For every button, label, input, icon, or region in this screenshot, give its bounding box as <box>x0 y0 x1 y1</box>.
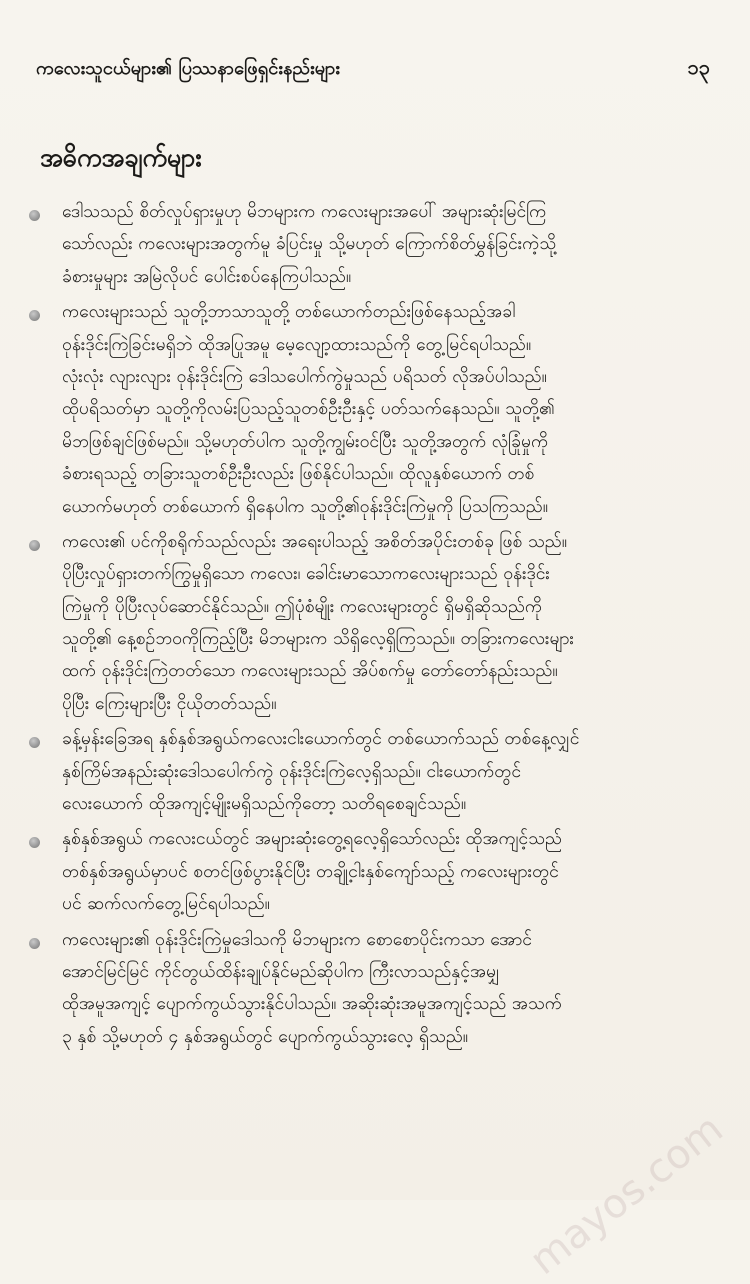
running-header <box>36 52 710 86</box>
paragraph-line: သူတို့၏ နေ့စဉ်ဘဝကိုကြည့်ပြီး မိဘများက သိရှိလေ့ရှိကြသည်။ တခြားကလေးများ <box>62 629 574 650</box>
list-item <box>24 723 714 820</box>
paragraph-line: နှစ်ကြိမ်အနည်းဆုံးဒေါသပေါက်ကွဲ ဝုန်းဒိုင်းကြဲလေ့ရှိသည်။ ငါးယောက်တွင် <box>62 761 522 782</box>
paragraph-line: ကြဲမှုကို ပိုပြီးလုပ်ဆောင်နိုင်သည်။ ဤပုံစံမျိုး ကလေးများတွင် ရှိမရှိဆိုသည်ကို <box>62 596 543 617</box>
paragraph-line: ပိုပြီးလှုပ်ရှားတက်ကြွမှုရှိသော ကလေး၊ ခေါင်းမာသောကလေးများသည် ဝုန်းဒိုင်း <box>62 564 550 585</box>
paragraph-line: ကလေးများသည် သူတို့ဘာသာသူတို့ တစ်ယောက်တည်းဖြစ်နေသည့်အခါ <box>62 302 516 323</box>
bullet-dot-icon <box>29 737 40 748</box>
paragraph-line: အောင်မြင်မြင် ကိုင်တွယ်ထိန်းချုပ်နိုင်မည်ဆိုပါက ကြီးလာသည်နှင့်အမျှ <box>62 961 500 982</box>
list-item <box>24 526 714 720</box>
paragraph-line: ကလေးများ၏ ဝုန်းဒိုင်းကြဲမှုဒေါသကို မိဘများက စောစောပိုင်းကသာ အောင် <box>62 929 533 950</box>
list-item <box>24 296 714 523</box>
paragraph-line: ပိုပြီး ကြေးများပြီး ငိုယိုတတ်သည်။ <box>62 693 277 714</box>
list-item <box>24 924 714 1054</box>
watermark: mayos.com <box>521 1105 732 1284</box>
bullet-dot-icon <box>29 540 40 551</box>
section-heading: အဓိကအချက်များ <box>40 143 202 172</box>
paragraph-line: ခန့်မှန်းခြေအရ နှစ်နှစ်အရွယ်ကလေးငါးယောက်တွင် တစ်ယောက်သည် တစ်နေ့လျှင် <box>62 729 580 750</box>
paragraph-line: လေးယောက် ထိုအကျင့်မျိုးမရှိသည်ကိုတော့ သတိရစေချင်သည်။ <box>62 794 467 815</box>
paragraph-line: တစ်နှစ်အရွယ်မှာပင် စတင်ဖြစ်ပွားနိုင်ပြီး တချို့ငါးနှစ်ကျော်သည့် ကလေးများတွင် <box>62 861 559 882</box>
key-points-list <box>24 196 714 1056</box>
running-title: ကလေးသူငယ်များ၏ ပြဿနာဖြေရှင်းနည်းများ <box>36 57 341 79</box>
paragraph-line: ခံစားမှုများ အမြဲလိုပင် ပေါင်းစပ်နေကြပါသည်။ <box>62 266 352 287</box>
paragraph-line: နှစ်နှစ်အရွယ် ကလေးငယ်တွင် အများဆုံးတွေ့ရလေ့ရှိသော်လည်း ထိုအကျင့်သည် <box>62 829 562 850</box>
paragraph-line: ခံစားရသည့် တခြားသူတစ်ဦးဦးလည်း ဖြစ်နိုင်ပါသည်။ ထိုလူနှစ်ယောက် တစ် <box>62 464 535 485</box>
paragraph-line: ထက် ဝုန်းဒိုင်းကြဲတတ်သော ကလေးများသည် အိပ်စက်မှု တော်တော်နည်းသည်။ <box>62 661 558 682</box>
paragraph-line: ဒေါသသည် စိတ်လှုပ်ရှားမှုဟု မိဘများက ကလေးများအပေါ် အများဆုံးမြင်ကြ <box>62 202 547 222</box>
page-number: ၁၃ <box>687 55 710 79</box>
paragraph-line: ဝုန်းဒိုင်းကြဲခြင်းမရှိဘဲ ထိုအပြုအမူ မေ့လျော့ထားသည်ကို တွေ့မြင်ရပါသည်။ <box>62 334 532 355</box>
bullet-dot-icon <box>29 310 40 321</box>
bullet-dot-icon <box>29 938 40 949</box>
paragraph-line: မိဘဖြစ်ချင်ဖြစ်မည်။ သို့မဟုတ်ပါက သူတို့ကျွမ်းဝင်ပြီး သူတို့အတွက် လုံခြုံမှုကို <box>62 431 549 452</box>
paragraph-line: လုံးလုံး လျားလျား ဝုန်းဒိုင်းကြဲ ဒေါသပေါက်ကွဲမှုသည် ပရိသတ် လိုအပ်ပါသည်။ <box>62 366 547 387</box>
paragraph-line: ယောက်မဟုတ် တစ်ယောက် ရှိနေပါက သူတို့၏ဝုန်းဒိုင်းကြဲမှုကို ပြသကြသည်။ <box>62 496 549 517</box>
bullet-dot-icon <box>29 837 40 848</box>
list-item <box>24 823 714 920</box>
list-item <box>24 196 714 293</box>
paragraph-line: ထိုအမူအကျင့် ပျောက်ကွယ်သွားနိုင်ပါသည်။ အဆိုးဆုံးအမူအကျင့်သည် အသက် <box>62 994 562 1015</box>
paragraph-line: သော်လည်း ကလေးများအတွက်မူ ခံပြင်းမှု သို့မဟုတ် ကြောက်စိတ်မွှန်ခြင်းကဲ့သို့ <box>62 234 557 255</box>
paragraph-line: ၃ နှစ် သို့မဟုတ် ၄ နှစ်အရွယ်တွင် ပျောက်ကွယ်သွားလေ့ ရှိသည်။ <box>62 1026 469 1047</box>
bullet-dot-icon <box>29 210 40 221</box>
paragraph-line: ထိုပရိသတ်မှာ သူတို့ကိုလမ်းပြသည့်သူတစ်ဦးဦးနှင့် ပတ်သက်နေသည်။ သူတို့၏ <box>62 399 555 420</box>
paragraph-line: ကလေး၏ ပင်ကိုစရိုက်သည်လည်း အရေးပါသည့် အစိတ်အပိုင်းတစ်ခု ဖြစ် သည်။ <box>62 531 567 552</box>
paragraph-line: ပင် ဆက်လက်တွေ့မြင်ရပါသည်။ <box>62 894 270 915</box>
